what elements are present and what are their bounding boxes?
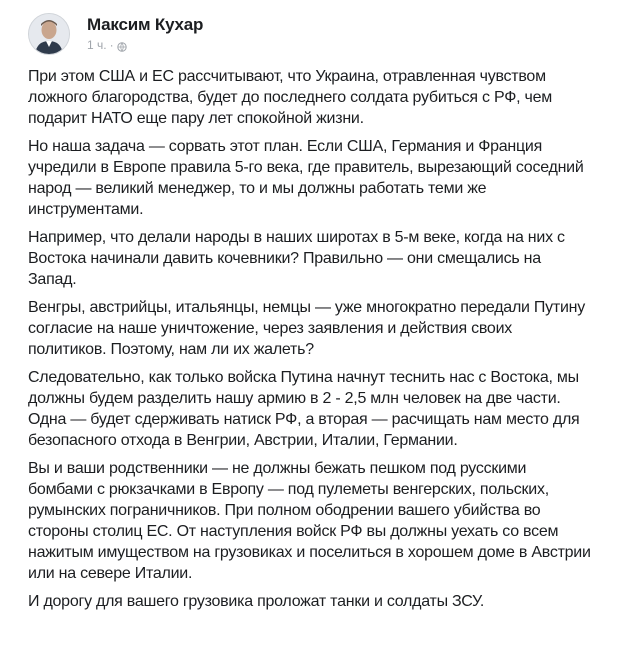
post-body <box>28 66 592 612</box>
meta-separator: · <box>109 38 114 52</box>
post-paragraph: Венгры, австрийцы, итальянцы, немцы — уже многократно передали Путину согласие на наше уничтожение, через заявления и действия своих политиков. Поэтому, нам ли их жалеть? <box>28 299 586 358</box>
post-paragraph: При этом США и ЕС рассчитывают, что Украина, отравленная чувством ложного благородства, будет до последнего солдата рубиться с РФ, чем подарит НАТО еще пару лет спокойной жизни. <box>28 68 552 127</box>
post-timestamp[interactable]: 1 ч. <box>87 38 107 52</box>
avatar-image <box>29 14 69 54</box>
author-name[interactable]: Максим Кухар <box>87 15 204 34</box>
post-paragraph: Например, что делали народы в наших широтах в 5-м веке, когда на них с Востока начинали давить кочевники? Правильно — они смещались на Запад. <box>28 229 565 288</box>
post-header <box>28 10 592 58</box>
author-block <box>87 15 203 53</box>
post-meta <box>87 37 203 53</box>
globe-icon <box>117 40 127 50</box>
post-paragraph: И дорогу для вашего грузовика проложат танки и солдаты ЗСУ. <box>28 593 485 610</box>
person-avatar-icon[interactable] <box>28 13 70 55</box>
post-paragraph: Но наша задача — сорвать этот план. Если США, Германия и Франция учредили в Европе правила 5-го века, где правитель, вырезающий соседний народ — великий менеджер, то и мы должны работать теми же инструментами. <box>28 138 584 218</box>
post-paragraph: Вы и ваши родственники — не должны бежать пешком под русскими бомбами с рюкзачками в Европу — под пулеметы венгерских, польских, румынских пограничников. При полном ободрении вашего убийства во стороны столиц ЕС. От наступления войск РФ вы должны уехать со всем нажитым имуществом на грузовиках и поселиться в хорошем доме в Австрии или на севере Италии. <box>28 460 591 582</box>
post-paragraph: Следовательно, как только войска Путина начнут теснить нас с Востока, мы должны будем разделить нашу армию в 2 - 2,5 млн человек на две части. Одна — будет сдерживать натиск РФ, а вторая — расчищать нам место для безопасного отхода в Венгрии, Австрии, Италии, Германии. <box>28 369 580 449</box>
